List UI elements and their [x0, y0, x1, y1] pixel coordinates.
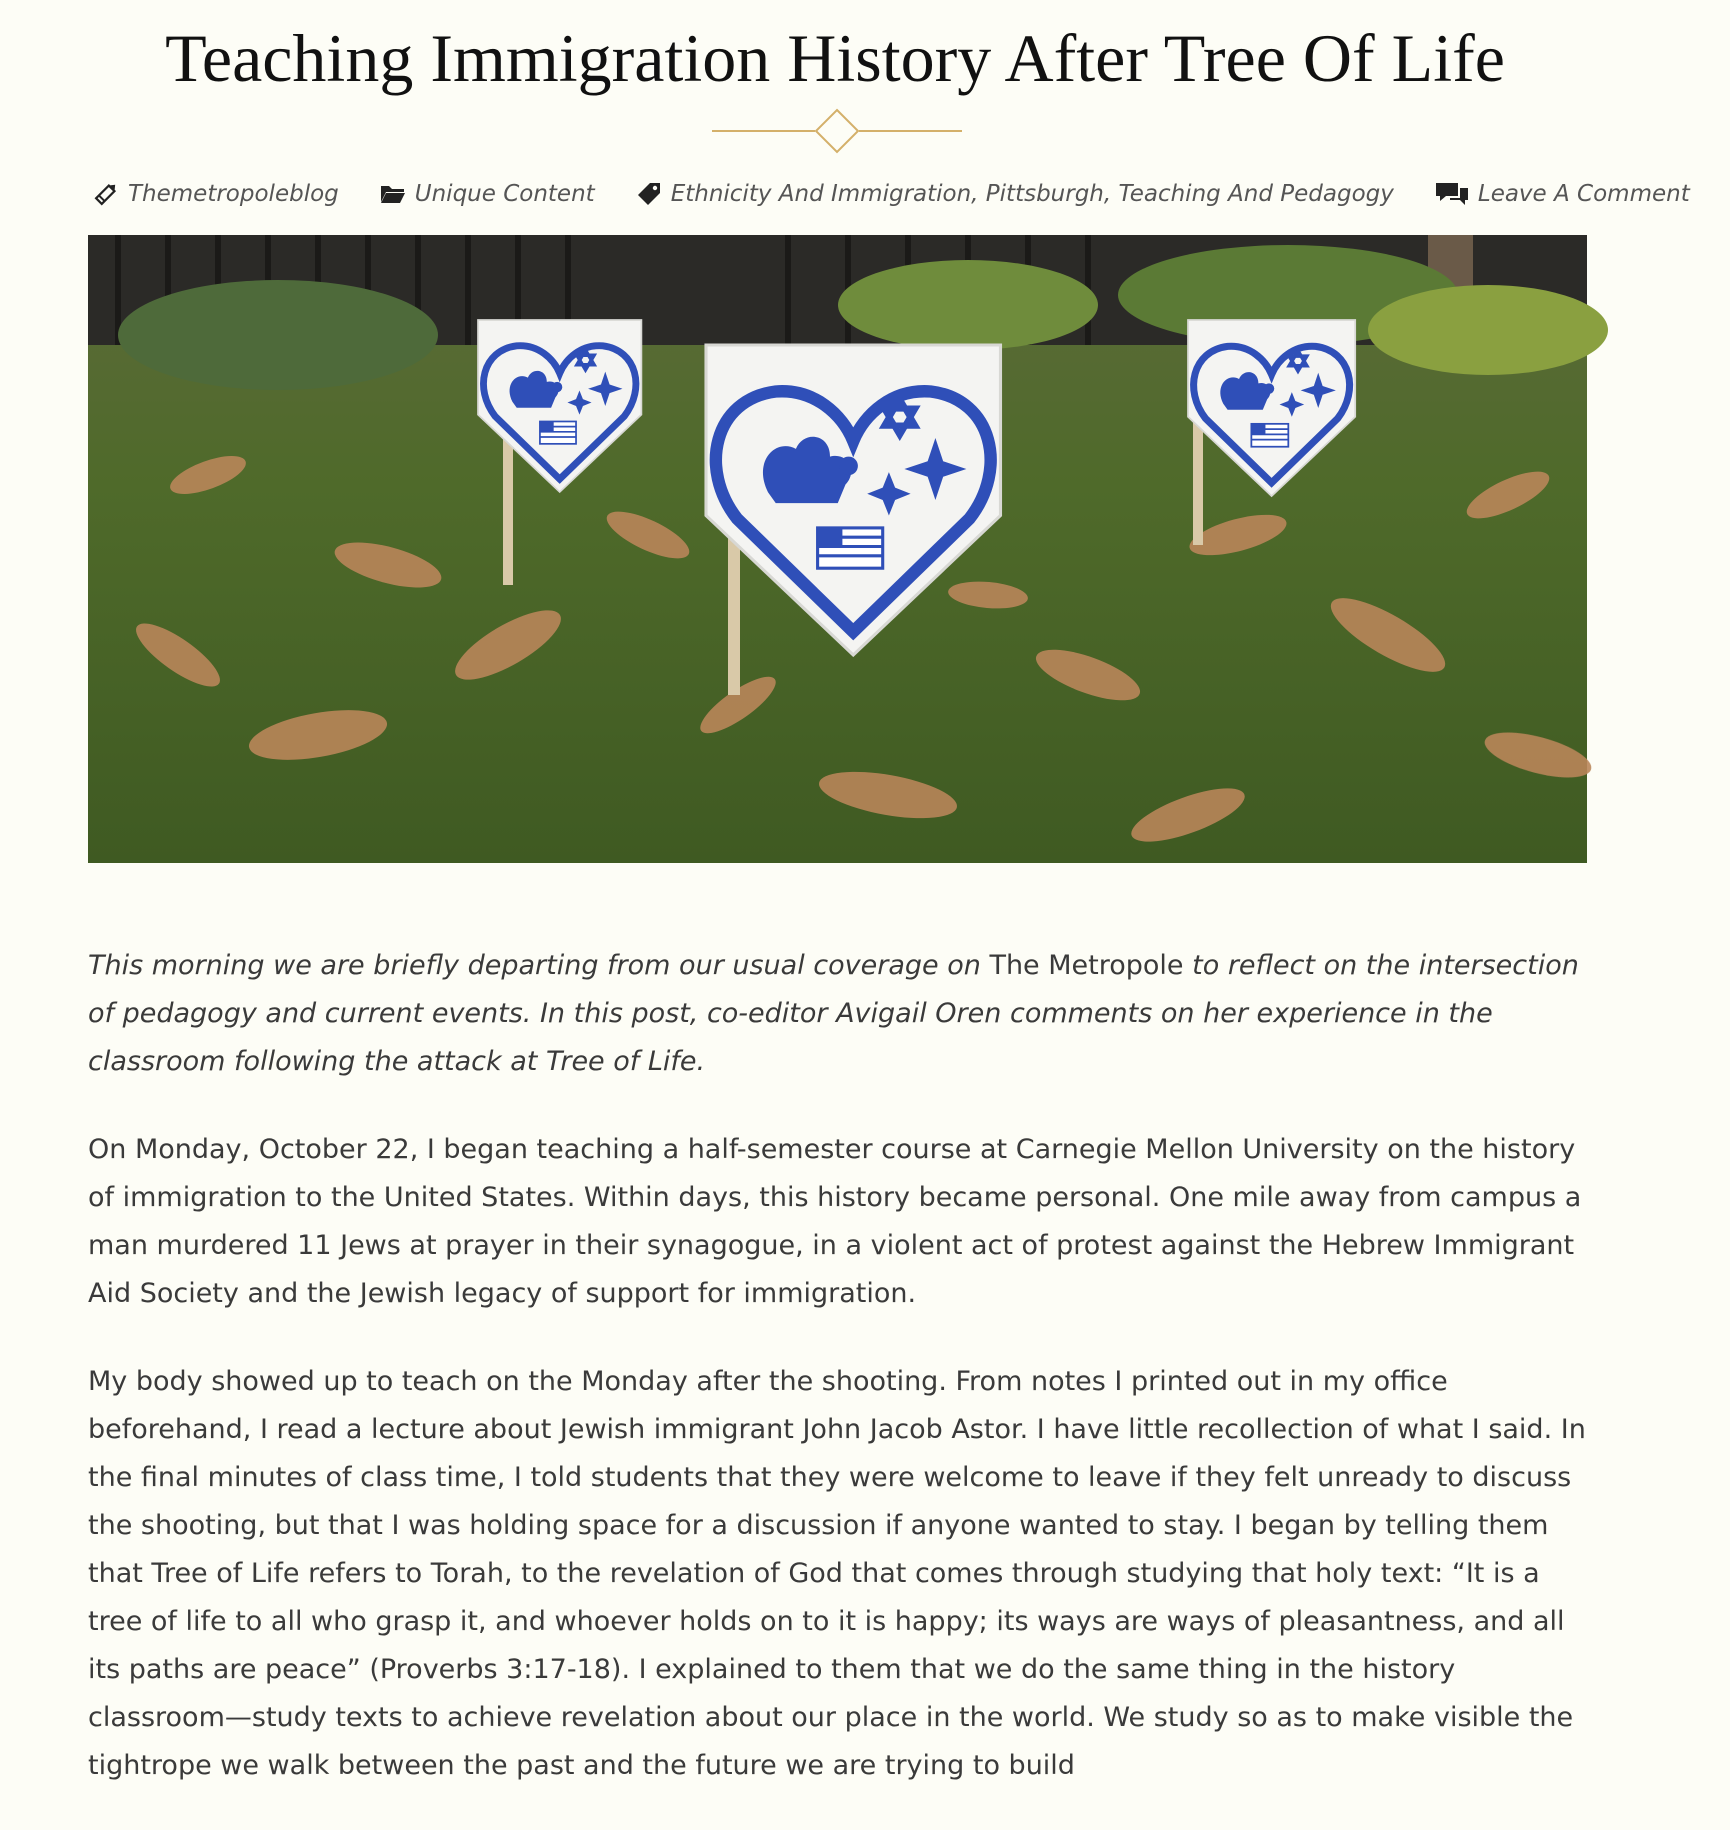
meta-author	[92, 180, 339, 208]
comments-icon	[1434, 180, 1470, 208]
meta-comments	[1434, 180, 1690, 208]
intro-text-part2: to reflect on the intersection of pedagogy and current events. In this post, co-editor Avigail Oren comments on her experience in the classroom following the attack at Tree of Life.	[88, 950, 1579, 1077]
tags-links[interactable]: Ethnicity And Immigration, Pittsburgh, Teaching And Pedagogy	[670, 181, 1394, 207]
tag-icon	[635, 180, 663, 208]
meta-tags	[635, 180, 1394, 208]
category-link[interactable]: Unique Content	[414, 181, 595, 207]
leave-comment-link[interactable]: Leave A Comment	[1477, 181, 1690, 207]
article-paragraph-2: My body showed up to teach on the Monday after the shooting. From notes I printed out in my office beforehand, I read a lecture about Jewish immigrant John Jacob Astor. I have little recollection of what I said. In the final minutes of class time, I told students that they were welcome to leave if they felt unready to discuss the shooting, but that I was holding space for a discussion if anyone wanted to stay. I began by telling them that Tree of Life refers to Torah, to the revelation of God that comes through studying that holy text: “It is a tree of life to all who grasp it, and whoever holds on to it is happy; its ways are ways of pleasantness, and all its paths are peace” (Proverbs 3:17-18). I explained to them that we do the same thing in the history classroom—study texts to achieve revelation about our place in the world. We study so as to make visible the tightrope we walk between the past and the future we are trying to build	[88, 1366, 1586, 1781]
pencil-icon	[92, 180, 120, 208]
article-paragraph-1: On Monday, October 22, I began teaching a half-semester course at Carnegie Mellon University on the history of immigration to the United States. Within days, this history became personal. One mile away from campus a man murdered 11 Jews at prayer in their synagogue, in a violent act of protest against the Hebrew Immigrant Aid Society and the Jewish legacy of support for immigration.	[88, 1134, 1582, 1309]
publication-name: The Metropole	[989, 950, 1184, 981]
article-intro	[88, 942, 1588, 1086]
article-body	[88, 942, 1588, 1830]
featured-image	[88, 235, 1587, 863]
meta-category	[379, 180, 595, 208]
post-meta-bar	[92, 177, 1730, 211]
folder-icon	[379, 180, 407, 208]
title-divider-ornament	[712, 108, 962, 154]
intro-text-part1: This morning we are briefly departing from our usual coverage on	[88, 950, 990, 981]
post-title: Teaching Immigration History After Tree Of Life	[165, 20, 1505, 96]
author-link[interactable]: Themetropoleblog	[128, 181, 339, 207]
